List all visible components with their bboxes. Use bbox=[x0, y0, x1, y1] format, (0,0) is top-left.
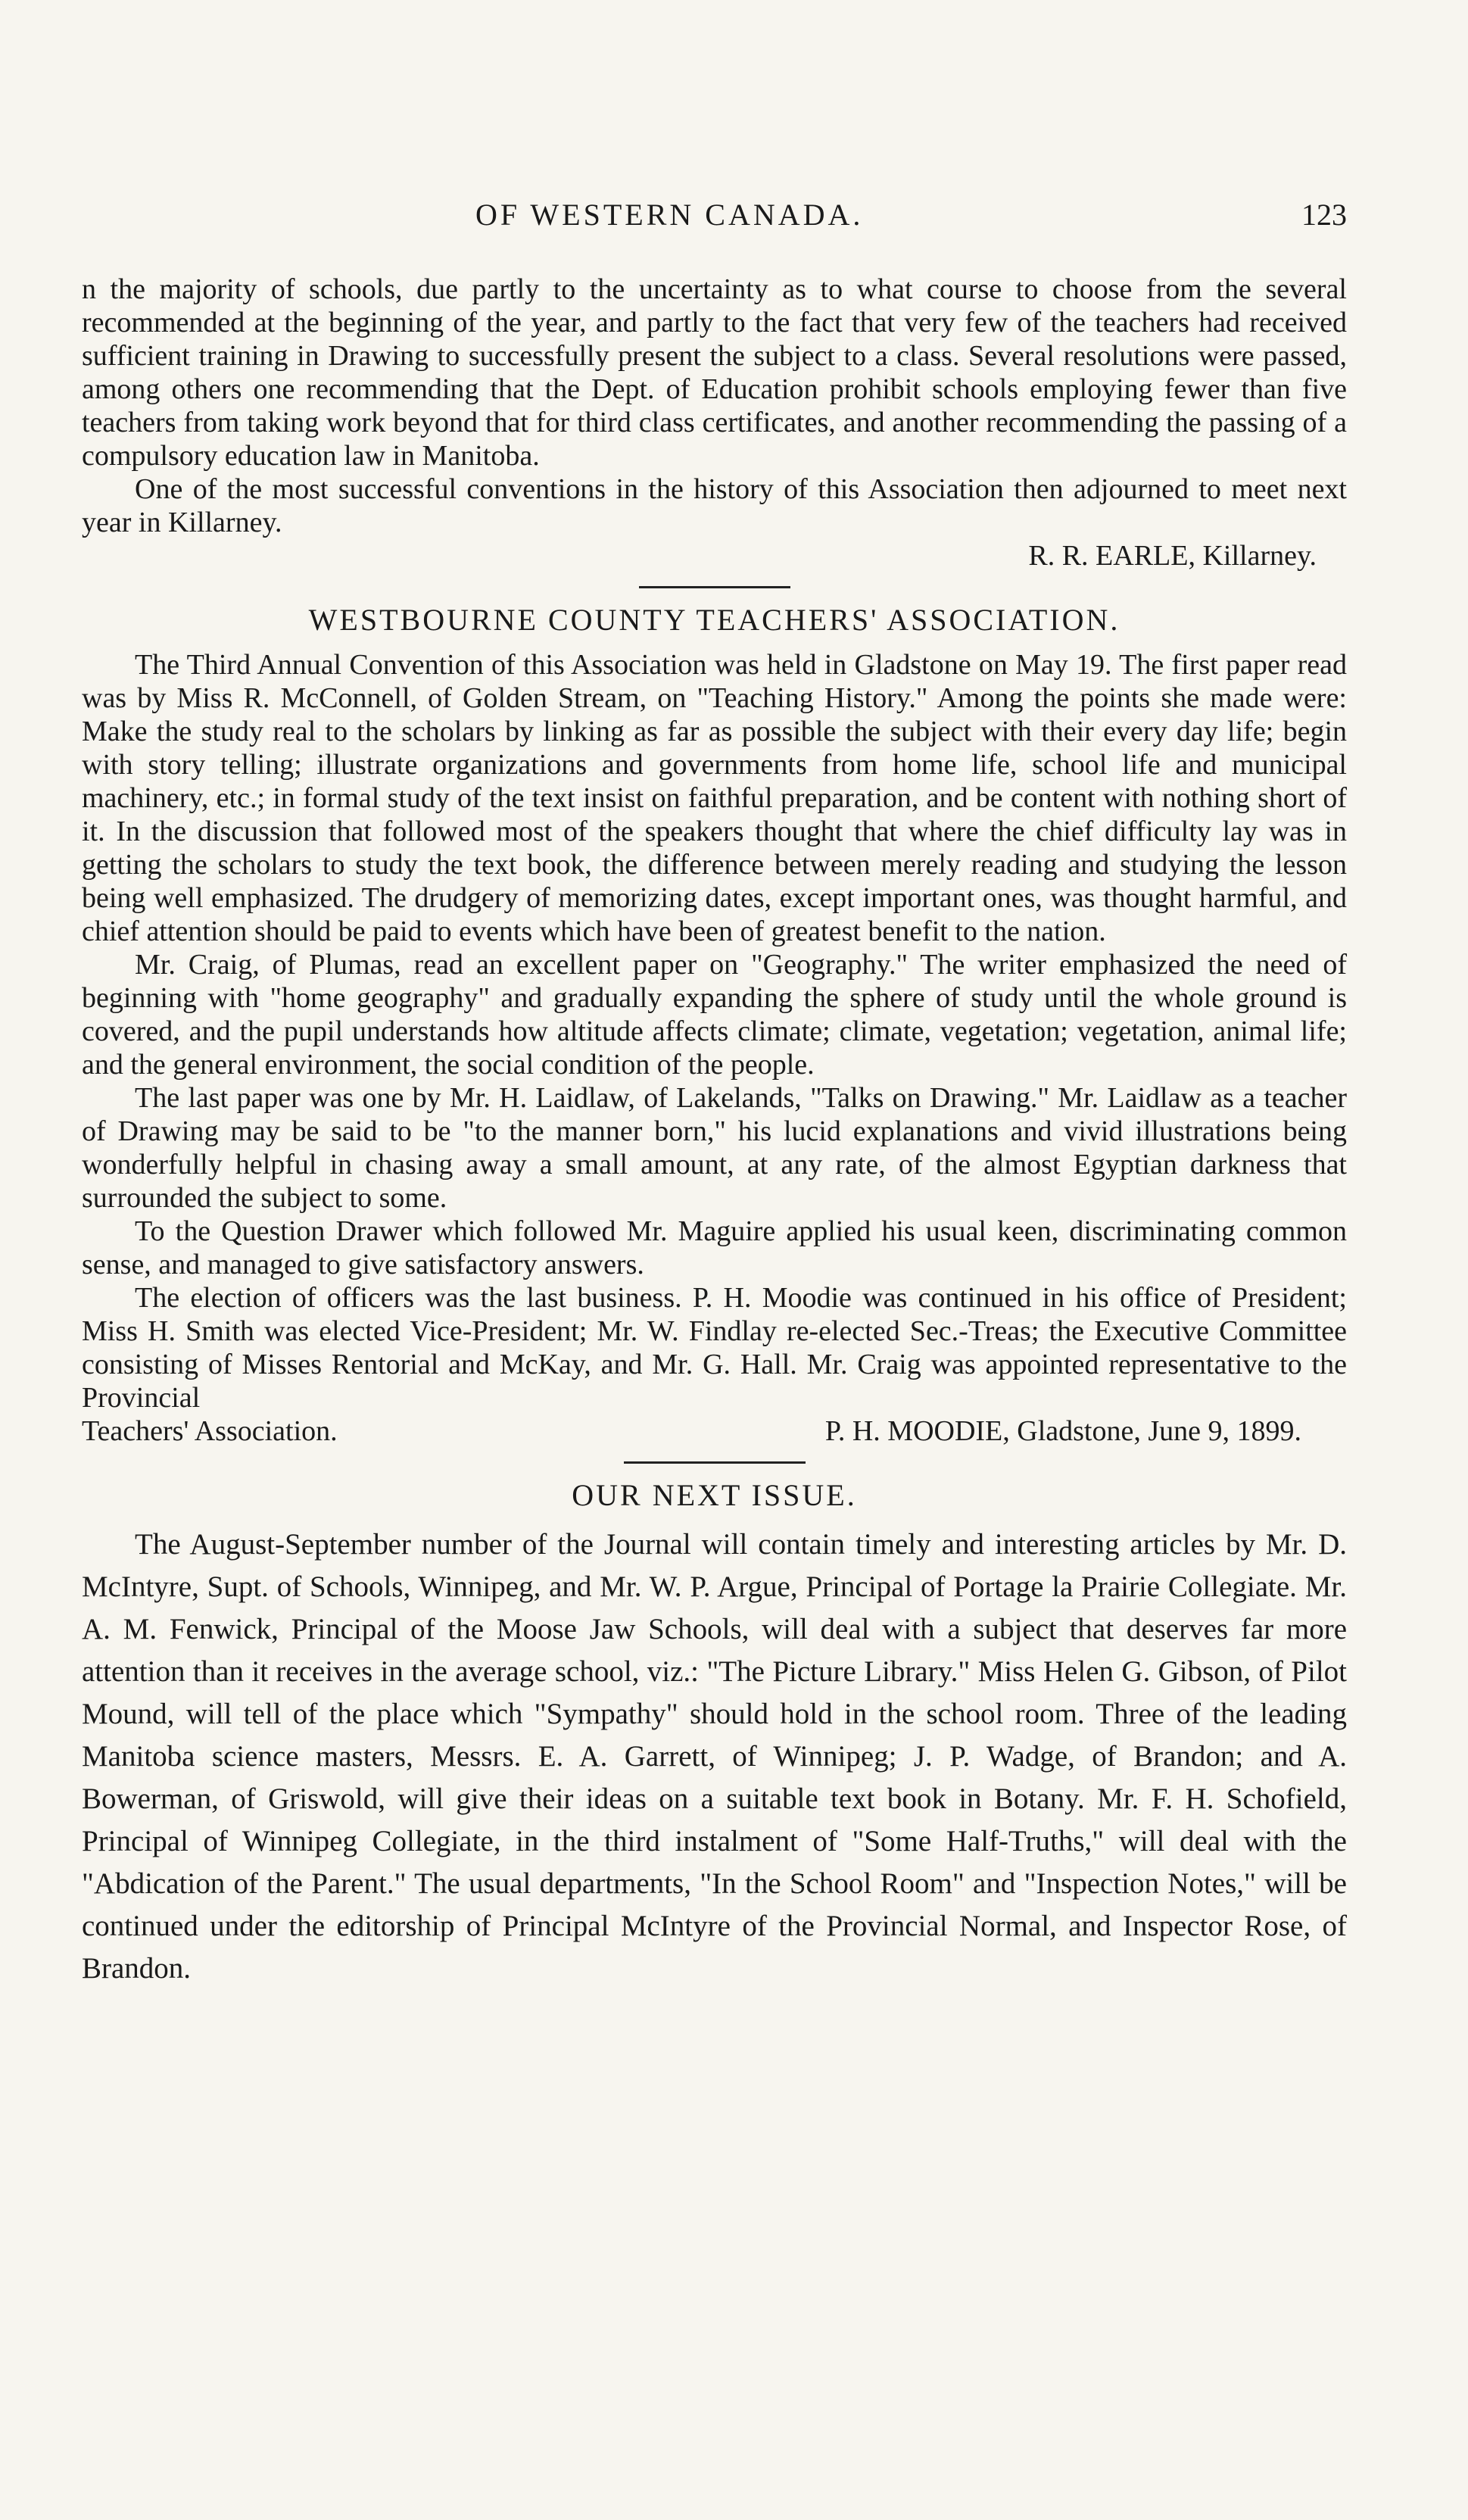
running-head bbox=[82, 197, 1347, 242]
westbourne-paragraph-4: To the Question Drawer which followed Mr. Maguire applied his usual keen, discriminating common sense, and managed to give satisfactory answers. bbox=[82, 1215, 1347, 1280]
page-number: 123 bbox=[1301, 198, 1347, 232]
earle-signoff bbox=[82, 539, 1347, 572]
next-issue-section bbox=[82, 1477, 1347, 1990]
westbourne-heading: WESTBOURNE COUNTY TEACHERS' ASSOCIATION. bbox=[308, 603, 1120, 637]
section-divider-2 bbox=[624, 1461, 806, 1464]
closing-paragraph: One of the most successful conventions in the history of this Association then adjourned to meet next year in Killarney. bbox=[82, 473, 1347, 538]
westbourne-section bbox=[82, 602, 1347, 1448]
westbourne-paragraph-2: Mr. Craig, of Plumas, read an excellent paper on "Geography." The writer emphasized the need of beginning with "home geography" and gradually expanding the sphere of study until the whole ground is covered, and the pupil understands how altitude affects climate; climate, vegetation; vegetation, animal life; and the general environment, the social condition of the people. bbox=[82, 949, 1347, 1081]
next-issue-heading: OUR NEXT ISSUE. bbox=[572, 1478, 857, 1512]
moodie-signature: P. H. MOODIE, Gladstone, June 9, 1899. bbox=[824, 1415, 1301, 1447]
next-issue-paragraph: The August-September number of the Journal will contain timely and interesting articles by Mr. D. McIntyre, Supt. of Schools, Winnipeg, and Mr. W. P. Argue, Principal of Portage la Prairie Collegiate. Mr. A. M. Fenwick, Principal of the Moose Jaw Schools, will deal with a subject that deserves far more attention than it receives in the average school, viz.: "The Picture Library." Miss Helen G. Gibson, of Pilot Mound, will tell of the place which "Sympathy" should hold in the school room. Three of the leading Manitoba science masters, Messrs. E. A. Garrett, of Winnipeg; J. P. Wadge, of Brandon; and A. Bowerman, of Griswold, will give their ideas on a suitable text book in Botany. Mr. F. H. Schofield, Principal of Winnipeg Collegiate, in the third instalment of "Some Half-Truths," will deal with the "Abdication of the Parent." The usual departments, "In the School Room" and "Inspection Notes," will be continued under the editorship of Principal McIntyre of the Provincial Normal, and Inspector Rose, of Brandon. bbox=[82, 1528, 1347, 1985]
section-divider-1 bbox=[639, 586, 790, 588]
moodie-signoff bbox=[82, 1414, 1347, 1448]
earle-report-section bbox=[82, 273, 1347, 572]
westbourne-paragraph-3: The last paper was one by Mr. H. Laidlaw, of Lakelands, "Talks on Drawing." Mr. Laidlaw as a teacher of Drawing may be said to be "to the manner born," his lucid explanations and vivid illustrations being wonderfully helpful in chasing away a small amount, at any rate, of the almost Egyptian darkness that surrounded the subject to some. bbox=[82, 1082, 1347, 1214]
westbourne-paragraph-5: The election of officers was the last business. P. H. Moodie was continued in his office of President; Miss H. Smith was elected Vice-President; Mr. W. Findlay re-elected Sec.-Treas; the Executive Committee consisting of Misses Rentorial and McKay, and Mr. G. Hall. Mr. Craig was appointed representative to the Provincial bbox=[82, 1282, 1347, 1414]
earle-signature: R. R. EARLE, Killarney. bbox=[1028, 540, 1317, 572]
westbourne-last-line: Teachers' Association. bbox=[82, 1415, 338, 1447]
continuation-paragraph: n the majority of schools, due partly to the uncertainty as to what course to choose from the several recommended at the beginning of the year, and partly to the fact that very few of the teachers had received sufficient training in Drawing to successfully present the subject to a class. Several resolutions were passed, among others one recommending that the Dept. of Education prohibit schools employing fewer than five teachers from taking work beyond that for third class certificates, and another recommending the passing of a compulsory education law in Manitoba. bbox=[82, 273, 1347, 472]
westbourne-paragraph-1: The Third Annual Convention of this Association was held in Gladstone on May 19. The first paper read was by Miss R. McConnell, of Golden Stream, on "Teaching History." Among the points she made were: Make the study real to the scholars by linking as far as possible the subject with their every day life; begin with story telling; illustrate organizations and governments from home life, school life and municipal machinery, etc.; in formal study of the text insist on faithful preparation, and be content with nothing short of it. In the discussion that followed most of the speakers thought that where the chief difficulty lay was in getting the scholars to study the text book, the difference between merely reading and studying the lesson being well emphasized. The drudgery of memorizing dates, except important ones, was thought harmful, and chief attention should be paid to events which have been of greatest benefit to the nation. bbox=[82, 649, 1347, 947]
running-title: OF WESTERN CANADA. bbox=[475, 198, 864, 232]
